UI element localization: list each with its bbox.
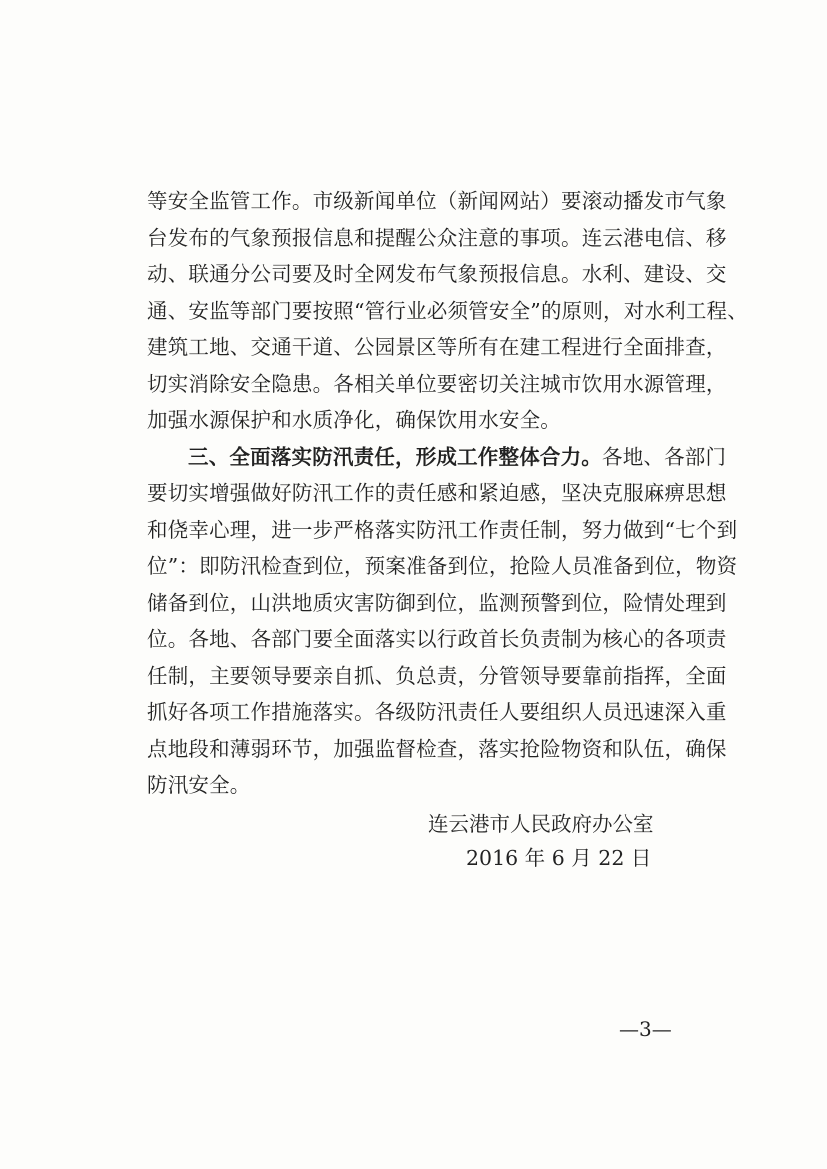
issuer-signature: 连云港市人民政府办公室 bbox=[428, 812, 654, 836]
section-3-line-4: 储备到位，山洪地质灾害防御到位，监测预警到位，险情处理到 bbox=[147, 590, 727, 615]
section-3-line-3: 位”：即防汛检查到位，预案准备到位，抢险人员准备到位，物资 bbox=[147, 554, 738, 578]
section-3-line-1: 要切实增强做好防汛工作的责任感和紧迫感，坚决克服麻痹思想 bbox=[147, 481, 727, 505]
section-3-line-2: 和侥幸心理，进一步严格落实防汛工作责任制，努力做到“七个到 bbox=[147, 517, 738, 542]
section-3-heading: 三、全面落实防汛责任，形成工作整体合力。 bbox=[188, 444, 602, 469]
page-number: —3— bbox=[619, 1017, 672, 1041]
section-3-line-8: 点地段和薄弱环节，加强监督检查，落实抢险物资和队伍，确保 bbox=[147, 736, 727, 761]
section-3-first-line bbox=[147, 439, 727, 476]
section-3-line-6: 任制，主要领导要亲自抓、负总责，分管领导要靠前指挥，全面 bbox=[147, 663, 727, 688]
issue-date: 2016 年 6 月 22 日 bbox=[466, 846, 652, 870]
paragraph-line-6: 切实消除安全隐患。各相关单位要密切关注城市饮用水源管理， bbox=[147, 371, 727, 396]
section-3-line-5: 位。各地、各部门要全面落实以行政首长负责制为核心的各项责 bbox=[147, 627, 727, 651]
section-3-line-7: 抓好各项工作措施落实。各级防汛责任人要组织人员迅速深入重 bbox=[147, 700, 727, 724]
paragraph-line-2: 台发布的气象预报信息和提醒公众注意的事项。连云港电信、移 bbox=[147, 225, 727, 250]
paragraph-line-4: 通、安监等部门要按照“管行业必须管安全”的原则，对水利工程、 bbox=[147, 298, 748, 323]
paragraph-line-5: 建筑工地、交通干道、公园景区等所有在建工程进行全面排查， bbox=[147, 335, 727, 359]
paragraph-line-7: 加强水源保护和水质净化，确保饮用水安全。 bbox=[147, 408, 561, 432]
paragraph-line-3: 动、联通分公司要及时全网发布气象预报信息。水利、建设、交 bbox=[147, 262, 727, 286]
paragraph-line-1: 等安全监管工作。市级新闻单位（新闻网站）要滚动播发市气象 bbox=[147, 189, 727, 213]
body-text bbox=[147, 183, 748, 804]
section-3-first-line-rest: 各地、各部门 bbox=[602, 444, 727, 469]
section-3-line-9: 防汛安全。 bbox=[147, 773, 251, 797]
